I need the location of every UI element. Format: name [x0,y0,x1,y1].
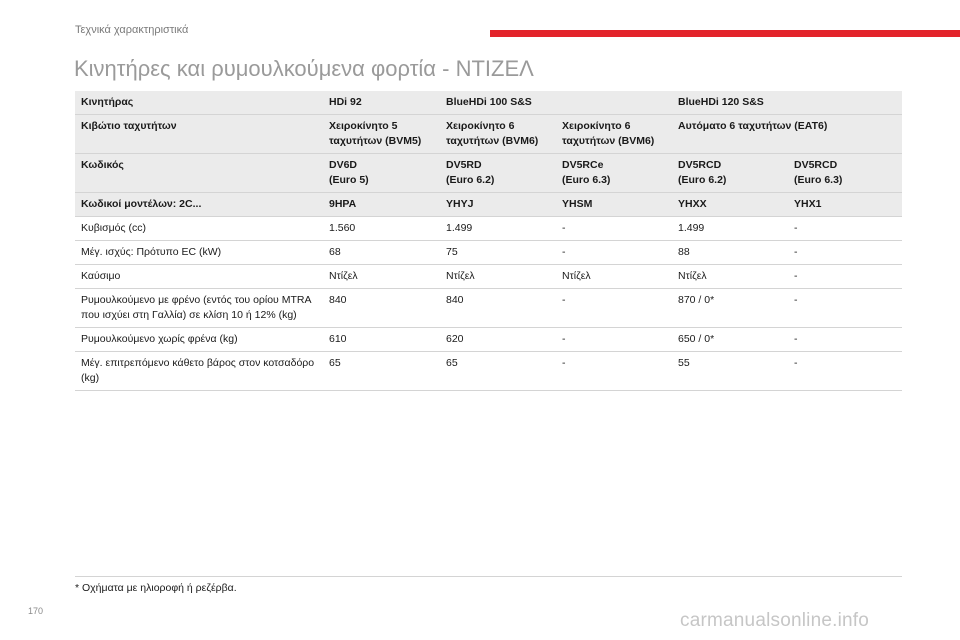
cell-line: DV5RD [446,159,482,171]
code-cell [672,154,788,193]
cell-line: Αυτόματο 6 ταχυτήτων (EAT6) [678,120,828,132]
gearbox-cell [323,115,440,154]
table-cell: - [788,241,902,265]
row-label: Μέγ. επιτρεπόμενο κάθετο βάρος στον κοτσαδόρο (kg) [75,352,323,391]
table-cell: 840 [323,289,440,328]
cell-line: (Euro 6.3) [794,174,843,186]
table-cell: - [556,241,672,265]
cell-line: ταχυτήτων (BVM5) [329,135,422,147]
gearbox-cell [672,115,902,154]
gearbox-cell [440,115,556,154]
table-row [75,328,902,352]
cell-line: (Euro 6.3) [562,174,611,186]
table-row [75,217,902,241]
engine-cell: BlueHDi 120 S&S [672,91,902,115]
cell-line: ταχυτήτων (BVM6) [446,135,539,147]
cell-line: DV5RCD [794,159,838,171]
row-label: Κωδικοί μοντέλων: 2C... [75,193,323,217]
table-row [75,241,902,265]
model-code-cell: YHYJ [440,193,556,217]
table-cell: - [788,265,902,289]
page-title: Κινητήρες και ρυμουλκούμενα φορτία - ΝΤΙΖΕΛ [74,56,534,81]
footnote: * Οχήματα με ηλιοροφή ή ρεζέρβα. [75,576,902,594]
specs-table [75,91,902,391]
gearbox-cell [556,115,672,154]
code-cell [556,154,672,193]
accent-bar [490,30,960,37]
row-label: Κιβώτιο ταχυτήτων [75,115,323,154]
cell-line: Χειροκίνητο 5 [329,120,398,132]
row-label: Μέγ. ισχύς: Πρότυπο EC (kW) [75,241,323,265]
table-cell: - [788,217,902,241]
table-cell: - [788,328,902,352]
table-cell: - [556,328,672,352]
table-row [75,265,902,289]
model-code-cell: YHXX [672,193,788,217]
cell-line: DV6D [329,159,358,171]
section-label: Τεχνικά χαρακτηριστικά [75,24,189,36]
table-cell: - [788,352,902,391]
table-cell: Ντίζελ [323,265,440,289]
cell-line: (Euro 5) [329,174,369,186]
table-cell: 620 [440,328,556,352]
table-cell: 88 [672,241,788,265]
table-cell: 650 / 0* [672,328,788,352]
table-cell: 1.499 [440,217,556,241]
code-cell [440,154,556,193]
table-cell: 55 [672,352,788,391]
code-cell [788,154,902,193]
table-cell: 68 [323,241,440,265]
table-cell: 870 / 0* [672,289,788,328]
table-cell: 1.560 [323,217,440,241]
engine-row [75,91,902,115]
cell-line: Χειροκίνητο 6 [562,120,631,132]
cell-line: DV5RCD [678,159,722,171]
table-row [75,289,902,328]
model-code-cell: YHSM [556,193,672,217]
model-code-row [75,193,902,217]
table-cell: 1.499 [672,217,788,241]
cell-line: DV5RCe [562,159,604,171]
table-cell: 75 [440,241,556,265]
model-code-cell: 9HPA [323,193,440,217]
table-cell: - [556,217,672,241]
table-cell: 610 [323,328,440,352]
table-cell: - [556,352,672,391]
row-label: Καύσιμο [75,265,323,289]
table-cell: - [556,289,672,328]
engine-cell: HDi 92 [323,91,440,115]
cell-line: ταχυτήτων (BVM6) [562,135,655,147]
table-cell: 840 [440,289,556,328]
row-label: Ρυμουλκούμενο με φρένο (εντός του ορίου MTRA που ισχύει στη Γαλλία) σε κλίση 10 ή 12% (kg) [75,289,323,328]
table-cell: 65 [440,352,556,391]
page-number: 170 [28,606,44,616]
cell-line: Χειροκίνητο 6 [446,120,515,132]
table-cell: - [788,289,902,328]
gearbox-row [75,115,902,154]
row-label: Ρυμουλκούμενο χωρίς φρένα (kg) [75,328,323,352]
table-cell: Ντίζελ [672,265,788,289]
cell-line: (Euro 6.2) [446,174,495,186]
table-cell: 65 [323,352,440,391]
engine-cell: BlueHDi 100 S&S [440,91,672,115]
data-rows [75,217,902,391]
table-row [75,352,902,391]
code-row [75,154,902,193]
cell-line: (Euro 6.2) [678,174,727,186]
row-label: Κωδικός [75,154,323,193]
watermark: carmanualsonline.info [680,610,870,631]
row-label: Κινητήρας [75,91,323,115]
table-cell: Ντίζελ [440,265,556,289]
code-cell [323,154,440,193]
table-cell: Ντίζελ [556,265,672,289]
model-code-cell: YHX1 [788,193,902,217]
row-label: Κυβισμός (cc) [75,217,323,241]
